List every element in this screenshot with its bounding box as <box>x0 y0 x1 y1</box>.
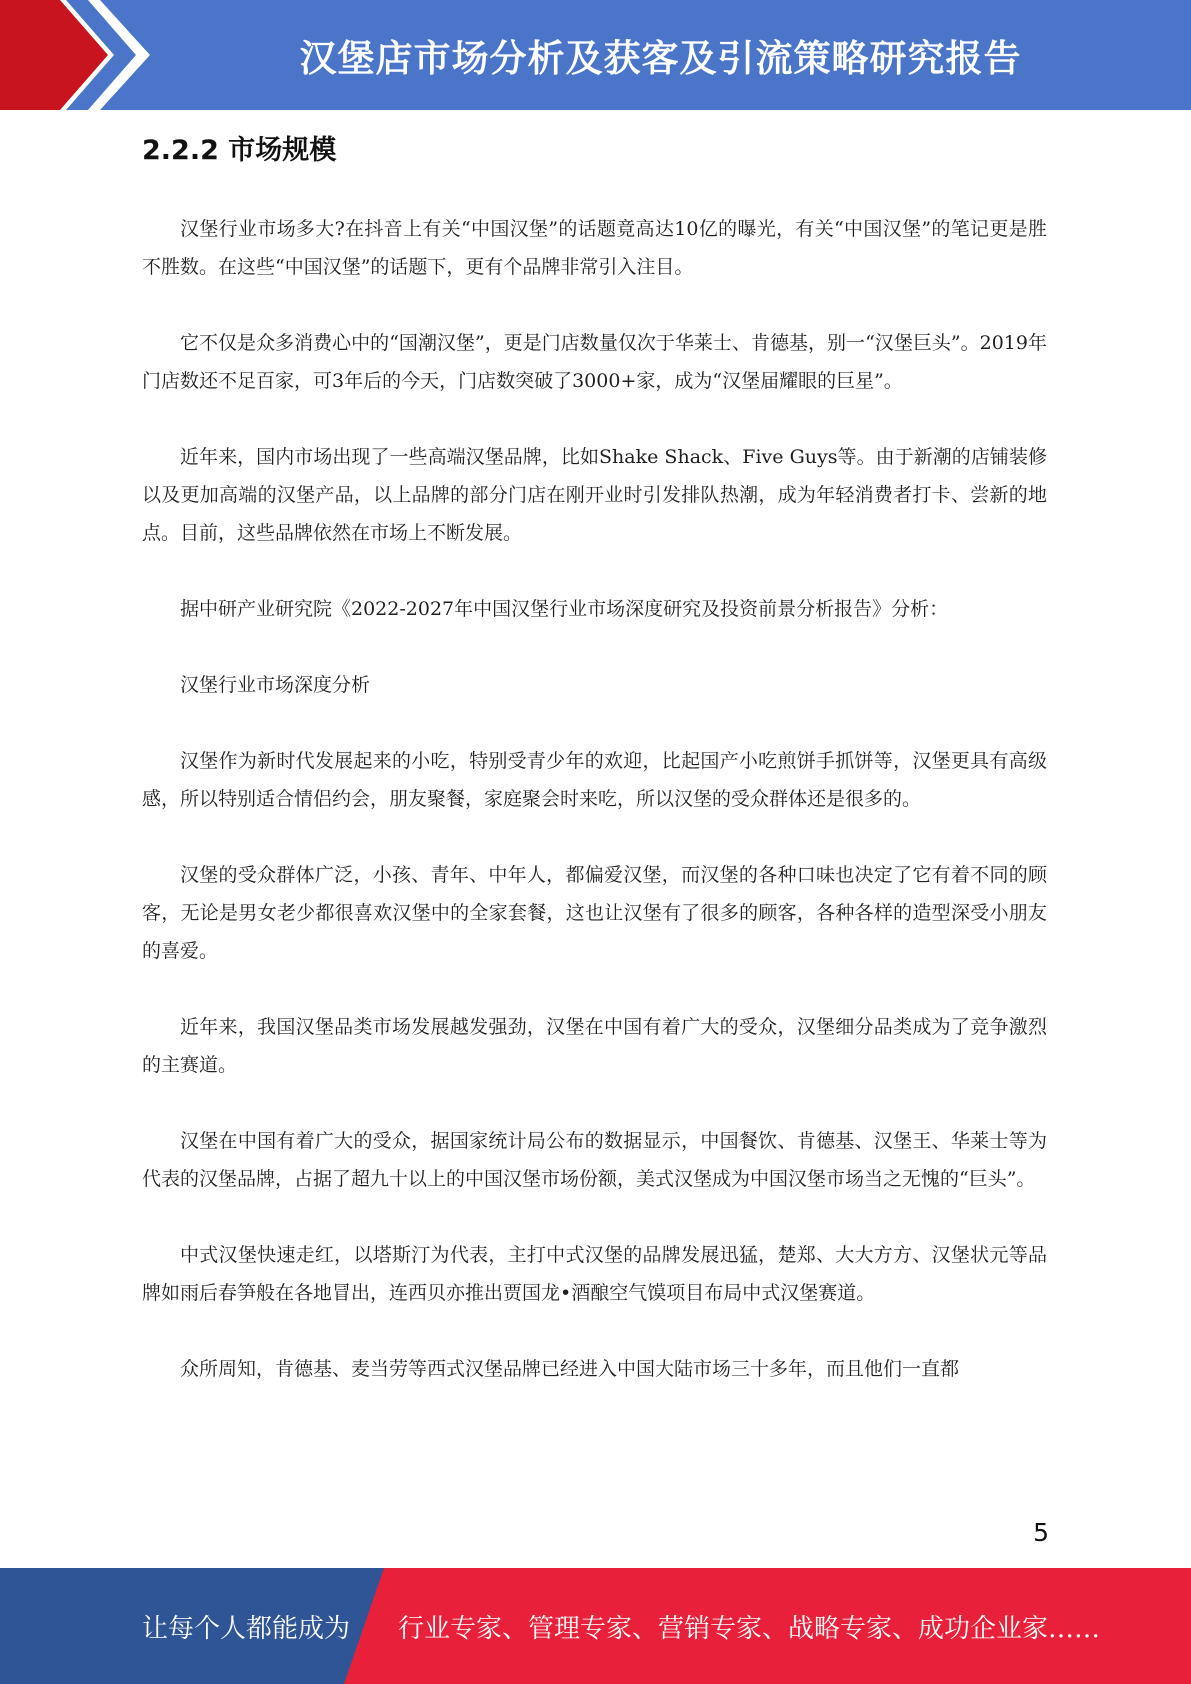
paragraph: 中式汉堡快速走红，以塔斯汀为代表，主打中式汉堡的品牌发展迅猛，楚郑、大大方方、汉堡状元等品牌如雨后春笋般在各地冒出，连西贝亦推出贾国龙•酒酿空气馍项目布局中式汉堡赛道。 <box>142 1244 1047 1304</box>
paragraph: 近年来，国内市场出现了一些高端汉堡品牌，比如Shake Shack、Five Guys等。由于新潮的店铺装修以及更加高端的汉堡产品，以上品牌的部分门店在刚开业时引发排队热潮，成为年轻消费者打卡、尝新的地点。目前，这些品牌依然在市场上不断发展。 <box>142 446 1047 544</box>
paragraph: 汉堡作为新时代发展起来的小吃，特别受青少年的欢迎，比起国产小吃煎饼手抓饼等，汉堡更具有高级感，所以特别适合情侣约会，朋友聚餐，家庭聚会时来吃，所以汉堡的受众群体还是很多的。 <box>142 750 1047 810</box>
body-content <box>142 210 1047 1426</box>
paragraph: 众所周知，肯德基、麦当劳等西式汉堡品牌已经进入中国大陆市场三十多年，而且他们一直都 <box>180 1358 960 1380</box>
paragraph: 近年来，我国汉堡品类市场发展越发强劲，汉堡在中国有着广大的受众，汉堡细分品类成为了竞争激烈的主赛道。 <box>142 1016 1047 1076</box>
section-heading: 2.2.2 市场规模 <box>142 135 337 166</box>
paragraph: 汉堡行业市场深度分析 <box>180 674 371 696</box>
paragraph: 汉堡在中国有着广大的受众，据国家统计局公布的数据显示，中国餐饮、肯德基、汉堡王、华莱士等为代表的汉堡品牌，占据了超九十以上的中国汉堡市场份额，美式汉堡成为中国汉堡市场当之无愧的“巨头”。 <box>142 1130 1047 1190</box>
footer-slogan-right: 行业专家、管理专家、营销专家、战略专家、成功企业家…… <box>398 1613 1101 1644</box>
paragraph: 汉堡行业市场多大?在抖音上有关“中国汉堡”的话题竟高达10亿的曝光，有关“中国汉堡”的笔记更是胜不胜数。在这些“中国汉堡”的话题下，更有个品牌非常引入注目。 <box>142 218 1047 278</box>
paragraph: 它不仅是众多消费心中的“国潮汉堡”，更是门店数量仅次于华莱士、肯德基，别一“汉堡巨头”。2019年门店数还不足百家，可3年后的今天，门店数突破了3000+家，成为“汉堡届耀眼的巨星”。 <box>142 332 1047 392</box>
footer-banner <box>0 1568 1191 1684</box>
paragraph: 据中研产业研究院《2022-2027年中国汉堡行业市场深度研究及投资前景分析报告》分析： <box>180 598 949 620</box>
paragraph: 汉堡的受众群体广泛，小孩、青年、中年人，都偏爱汉堡，而汉堡的各种口味也决定了它有着不同的顾客，无论是男女老少都很喜欢汉堡中的全家套餐，这也让汉堡有了很多的顾客，各种各样的造型深受小朋友的喜爱。 <box>142 864 1047 962</box>
header-bar <box>0 0 1191 110</box>
header-arrow-icon <box>0 0 160 110</box>
page-number: 5 <box>1033 1518 1049 1547</box>
footer-slogan-left: 让每个人都能成为 <box>142 1613 351 1644</box>
report-title: 汉堡店市场分析及获客及引流策略研究报告 <box>299 37 1022 80</box>
